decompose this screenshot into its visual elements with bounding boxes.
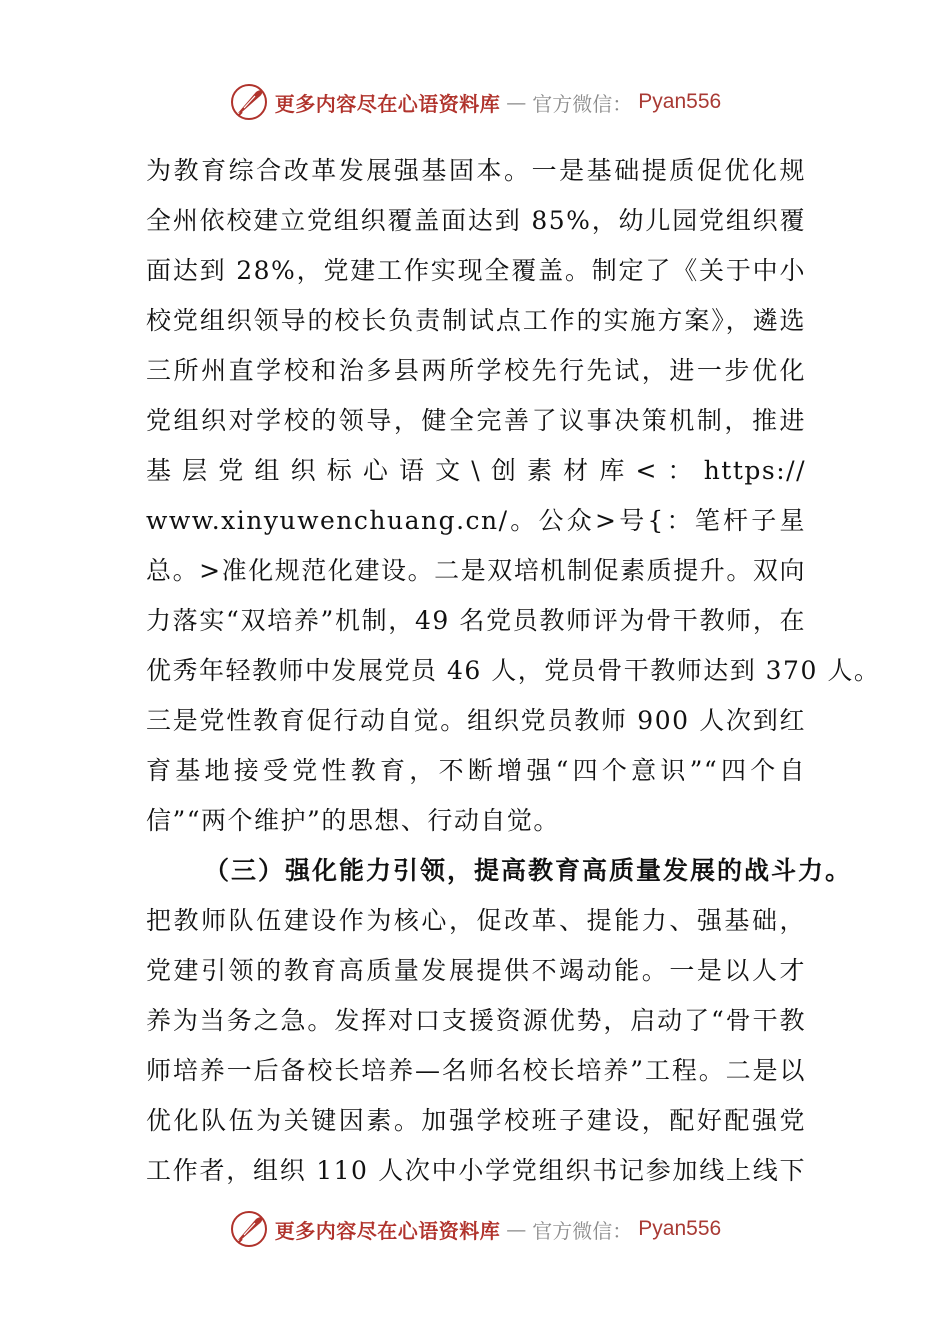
banner-separator: — (506, 1217, 527, 1241)
text-line: 育基地接受党性教育，不断增强“四个意识”“四个自 (146, 756, 806, 785)
text-line: 全州依校建立党组织覆盖面达到 85%，幼儿园党组织覆 (146, 206, 806, 235)
banner-official-label: 官方微信： (532, 91, 633, 116)
quill-pen-logo-icon (229, 82, 269, 122)
text-line: 为教育综合改革发展强基固本。一是基础提质促优化规 (146, 156, 806, 185)
body-text (146, 146, 881, 1196)
text-line: www.xinyuwenchuang.cn/。公众>号{：笔杆子星 (146, 506, 806, 535)
text-line: 党建引领的教育高质量发展提供不竭动能。一是以人才 (146, 956, 806, 985)
quill-pen-logo-icon (229, 1209, 269, 1249)
text-line: 力落实“双培养”机制，49 名党员教师评为骨干教师，在 (146, 606, 806, 635)
text-line: 党组织对学校的领导，健全完善了议事决策机制，推进 (146, 406, 806, 435)
banner-separator: — (506, 90, 527, 114)
banner-wechat-id: Pyan556 (638, 90, 722, 113)
text-line: 三是党性教育促行动自觉。组织党员教师 900 人次到红 (146, 706, 806, 735)
text-line: 面达到 28%，党建工作实现全覆盖。制定了《关于中小 (146, 256, 806, 285)
footer-watermark-banner (0, 1207, 950, 1251)
text-line: 三所州直学校和治多县两所学校先行先试，进一步优化 (146, 356, 806, 385)
text-line: 基层党组织标心语文\创素材库<：https:// (146, 456, 806, 485)
text-line: 总。>准化规范化建设。二是双培机制促素质提升。双向 (146, 556, 806, 585)
text-line: 师培养一后备校长培养—名师名校长培养”工程。二是以 (146, 1056, 806, 1085)
text-line: 养为当务之急。发挥对口支援资源优势，启动了“骨干教 (146, 1006, 806, 1035)
section-heading: （三）强化能力引领，提高教育高质量发展的战斗力。 (204, 856, 853, 885)
header-watermark-banner (0, 80, 950, 124)
banner-main-text: 更多内容尽在心语资料库 (274, 1218, 501, 1243)
banner-official-label: 官方微信： (532, 1218, 633, 1243)
text-line: 优秀年轻教师中发展党员 46 人，党员骨干教师达到 370 人。 (146, 656, 881, 685)
text-line: 校党组织领导的校长负责制试点工作的实施方案》，遴选 (146, 306, 806, 335)
text-line: 优化队伍为关键因素。加强学校班子建设，配好配强党 (146, 1106, 806, 1135)
banner-main-text: 更多内容尽在心语资料库 (274, 91, 501, 116)
banner-wechat-id: Pyan556 (638, 1217, 722, 1240)
text-line: 把教师队伍建设作为核心，促改革、提能力、强基础， (146, 906, 806, 935)
text-line: 信”“两个维护”的思想、行动自觉。 (146, 806, 560, 835)
text-line: 工作者，组织 110 人次中小学党组织书记参加线上线下 (146, 1156, 806, 1185)
